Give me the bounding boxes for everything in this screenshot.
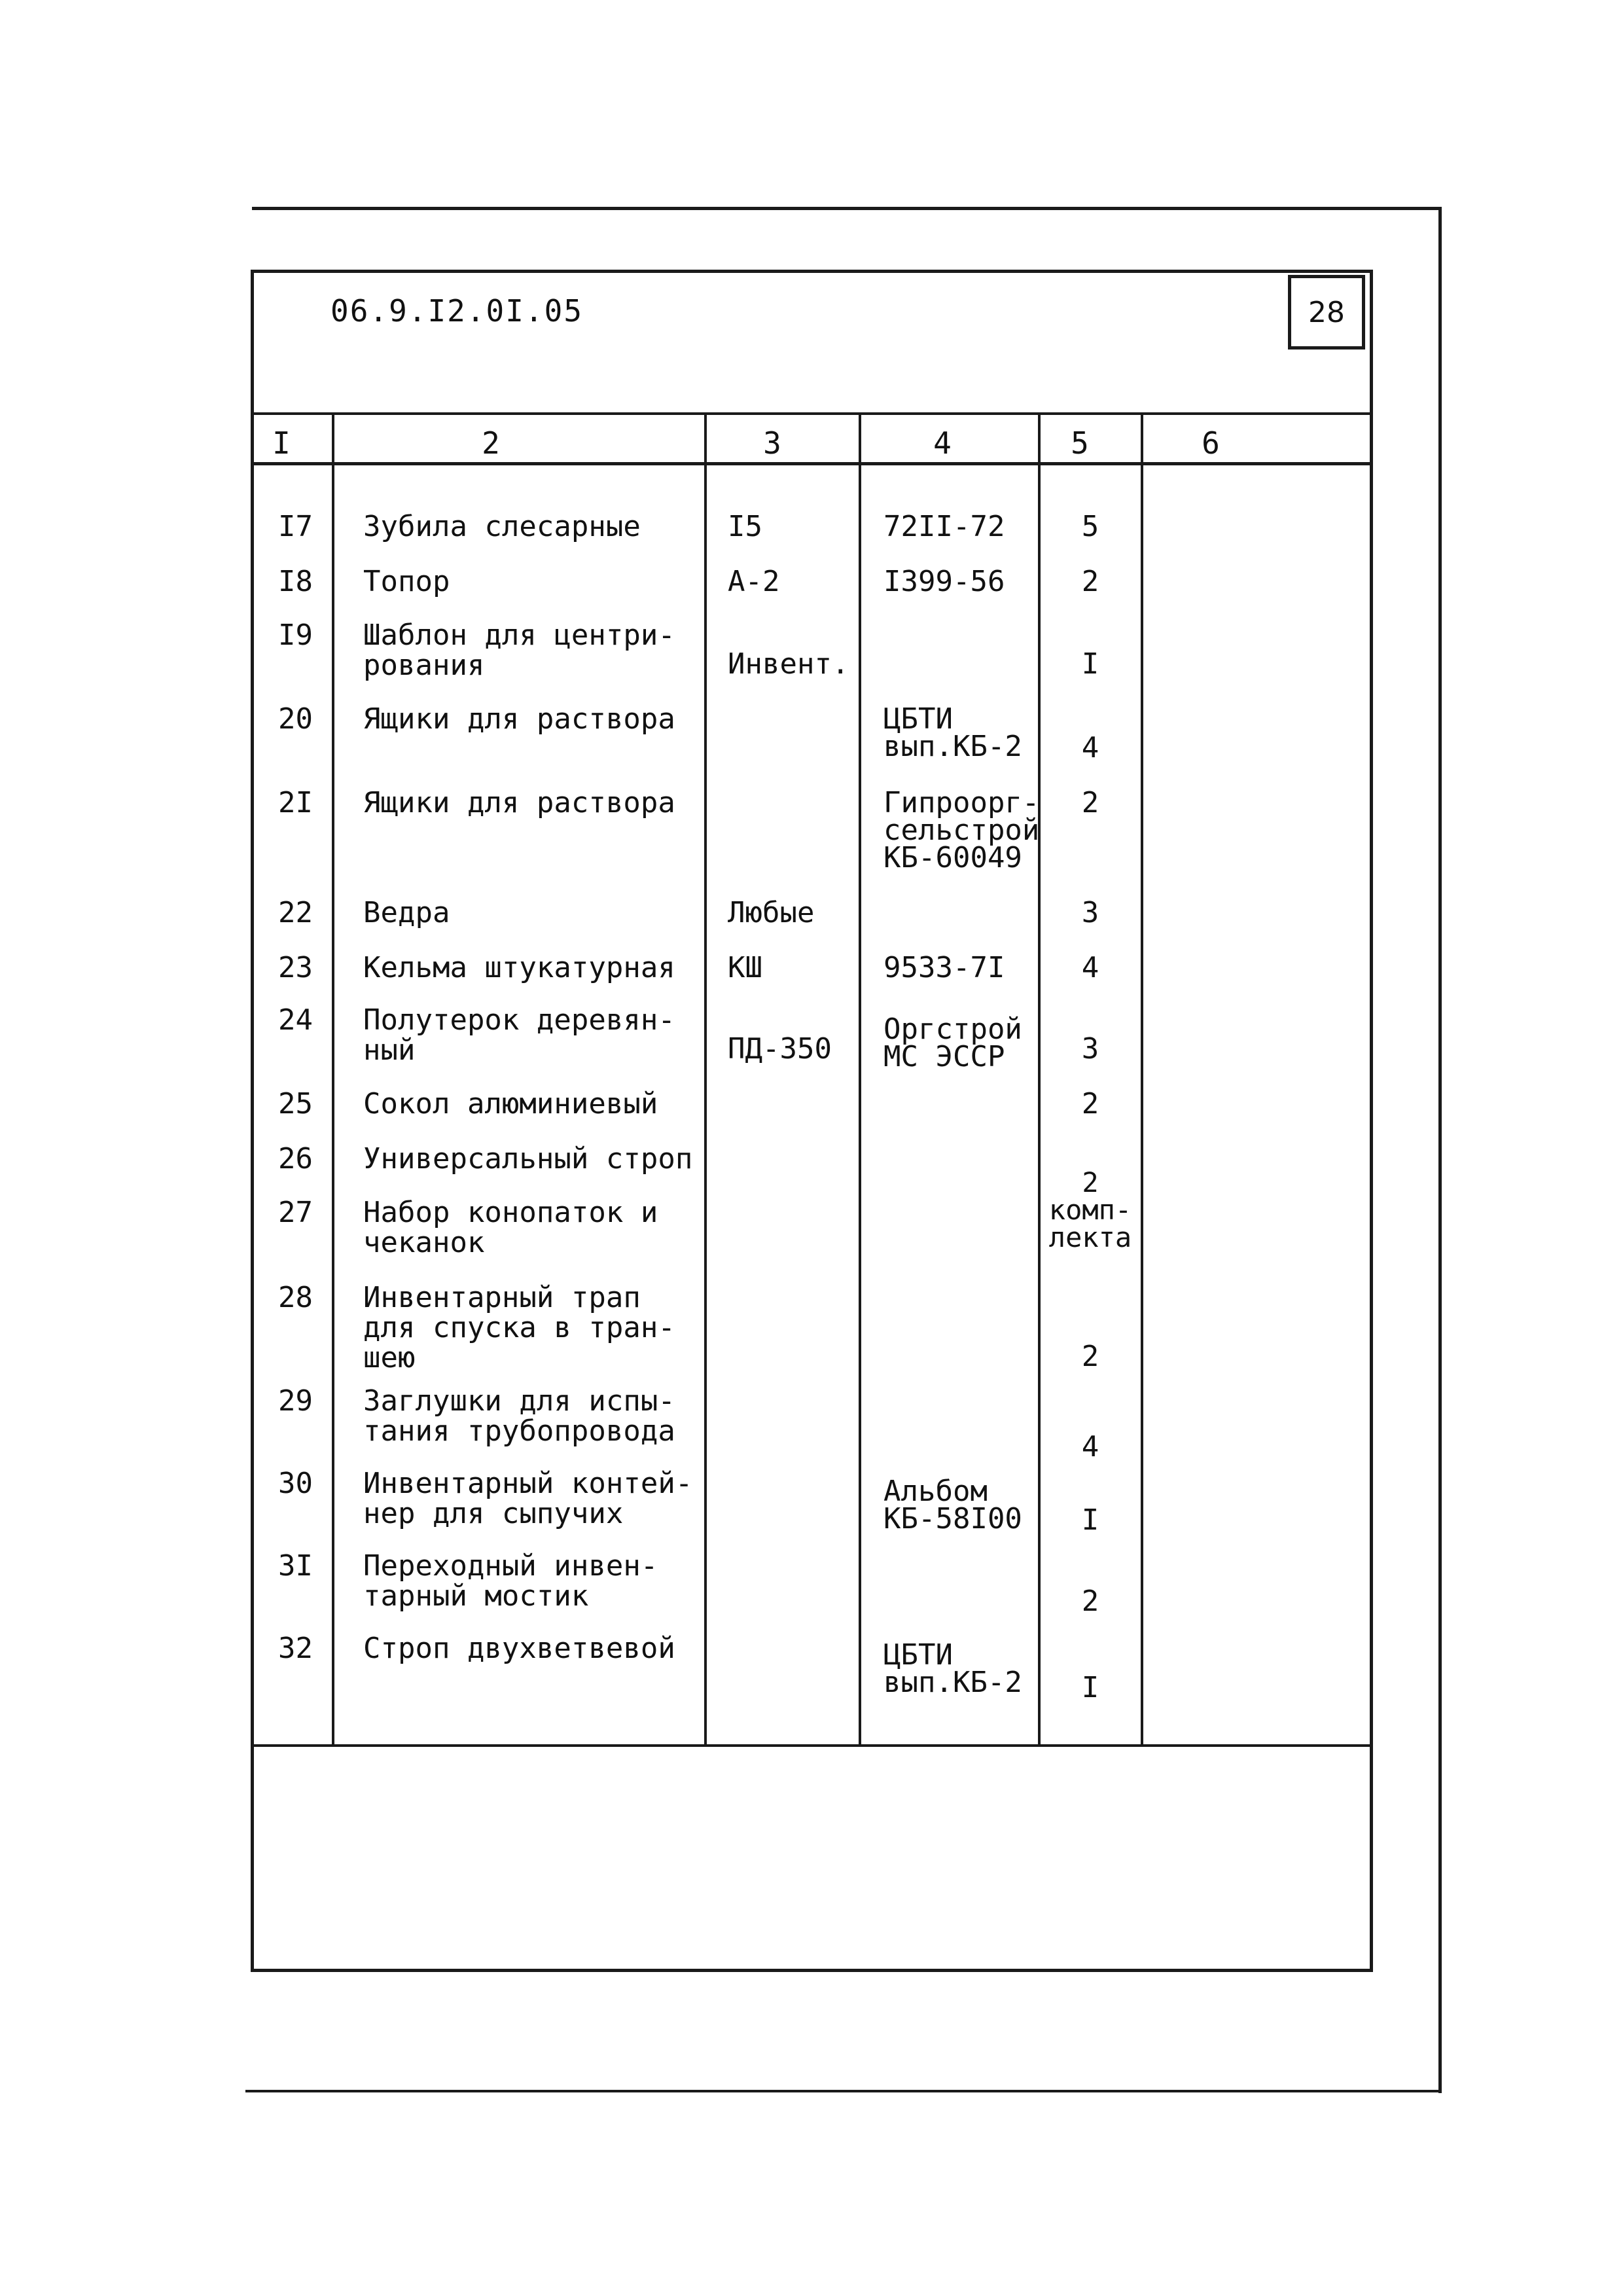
col-sep-1 [332, 412, 334, 1744]
row-number: I7 [278, 510, 313, 543]
col-header-5: 5 [1071, 425, 1089, 461]
row-number: 2I [278, 786, 313, 819]
item-type: ПД-350 [728, 1032, 832, 1066]
item-standard: сельстрой [883, 814, 1040, 847]
item-standard: Гипроорг- [883, 786, 1040, 819]
item-quantity: 2 [1081, 1340, 1099, 1373]
item-type: Любые [728, 896, 815, 929]
item-quantity: 4 [1081, 951, 1099, 984]
item-standard: ЦБТИ [883, 1638, 953, 1672]
item-quantity: 2 [1082, 1166, 1099, 1198]
item-standard: КБ-60049 [883, 841, 1022, 874]
item-name: Зубила слесарные [363, 510, 641, 543]
item-name: шею [363, 1341, 416, 1374]
item-name: Заглушки для испы- [363, 1384, 675, 1418]
page-number: 28 [1308, 295, 1345, 329]
item-name: Шаблон для центри- [363, 619, 675, 652]
row-number: 28 [278, 1281, 313, 1314]
item-quantity: 3 [1081, 896, 1099, 929]
item-name: Ведра [363, 896, 450, 929]
item-standard: ЦБТИ [883, 702, 953, 736]
table-frame-top [252, 270, 1372, 273]
row-number: 30 [278, 1467, 313, 1500]
item-name: рования [363, 649, 485, 682]
item-name: Ящики для раствора [363, 702, 675, 736]
col-sep-3 [859, 412, 861, 1744]
row-number: I9 [278, 619, 313, 652]
item-name: Универсальный строп [363, 1142, 693, 1175]
item-name: чеканок [363, 1226, 485, 1259]
item-name: ный [363, 1033, 416, 1067]
item-standard: МС ЭССР [883, 1040, 1005, 1073]
item-standard: вып.КБ-2 [883, 1666, 1022, 1699]
outer-frame-bottom [245, 2090, 1442, 2092]
item-name: Строп двухветвевой [363, 1632, 675, 1665]
col-header-3: 3 [763, 425, 781, 461]
table-frame-bottom [251, 1969, 1373, 1972]
row-number: 22 [278, 896, 313, 929]
item-standard: Оргстрой [883, 1013, 1022, 1046]
body-bottom-line [252, 1744, 1372, 1747]
row-number: 20 [278, 702, 313, 736]
item-name: Полутерок деревян- [363, 1003, 675, 1037]
item-quantity: 2 [1081, 786, 1099, 819]
item-standard: I399-56 [883, 565, 1005, 598]
col-sep-5 [1141, 412, 1143, 1744]
item-name: нер для сыпучих [363, 1497, 624, 1530]
item-quantity: 5 [1081, 510, 1099, 543]
row-number: 25 [278, 1087, 313, 1121]
outer-frame-right [1438, 207, 1442, 2093]
item-quantity: комп- [1048, 1194, 1132, 1226]
item-name: Переходный инвен- [363, 1549, 658, 1583]
row-number: I8 [278, 565, 313, 598]
title-separator [252, 412, 1372, 415]
row-number: 27 [278, 1196, 313, 1229]
col-header-2: 2 [482, 425, 500, 461]
item-name: Топор [363, 565, 450, 598]
item-type: Инвент. [728, 647, 849, 681]
item-quantity: лекта [1048, 1221, 1132, 1253]
col-header-1: I [272, 425, 291, 461]
item-type: I5 [728, 510, 762, 543]
row-number: 3I [278, 1549, 313, 1583]
col-sep-2 [704, 412, 707, 1744]
col-header-4: 4 [933, 425, 952, 461]
item-name: тания трубопровода [363, 1414, 675, 1448]
item-type: А-2 [728, 565, 780, 598]
item-name: Инвентарный трап [363, 1281, 641, 1314]
col-header-6: 6 [1202, 425, 1220, 461]
item-name: Сокол алюминиевый [363, 1087, 658, 1121]
item-name: Кельма штукатурная [363, 951, 675, 984]
col-sep-4 [1038, 412, 1041, 1744]
item-standard: вып.КБ-2 [883, 730, 1022, 763]
document-code: 06.9.I2.0I.05 [330, 293, 584, 329]
page-number-box [1288, 275, 1365, 350]
row-number: 32 [278, 1632, 313, 1665]
item-quantity: I [1081, 1503, 1099, 1537]
row-number: 26 [278, 1142, 313, 1175]
item-quantity: I [1081, 1671, 1099, 1704]
header-separator [252, 462, 1372, 465]
item-standard: 9533-7I [883, 951, 1005, 984]
item-quantity: 4 [1081, 731, 1099, 764]
item-quantity: 2 [1081, 565, 1099, 598]
item-name: Инвентарный контей- [363, 1467, 693, 1500]
item-type: КШ [728, 951, 762, 984]
item-standard: 72II-72 [883, 510, 1005, 543]
row-number: 24 [278, 1003, 313, 1037]
table-frame-right [1370, 270, 1373, 1971]
row-number: 23 [278, 951, 313, 984]
item-name: тарный мостик [363, 1579, 589, 1613]
item-name: Ящики для раствора [363, 786, 675, 819]
item-name: Набор конопаток и [363, 1196, 658, 1229]
item-quantity: 2 [1081, 1585, 1099, 1618]
item-quantity: 3 [1081, 1032, 1099, 1066]
item-name: для спуска в тран- [363, 1311, 675, 1344]
item-quantity: 4 [1081, 1430, 1099, 1463]
item-quantity: I [1081, 647, 1099, 681]
row-number: 29 [278, 1384, 313, 1418]
outer-frame-top [252, 207, 1442, 210]
item-standard: КБ-58I00 [883, 1502, 1022, 1535]
item-quantity: 2 [1081, 1087, 1099, 1121]
item-standard: Альбом [883, 1475, 988, 1508]
